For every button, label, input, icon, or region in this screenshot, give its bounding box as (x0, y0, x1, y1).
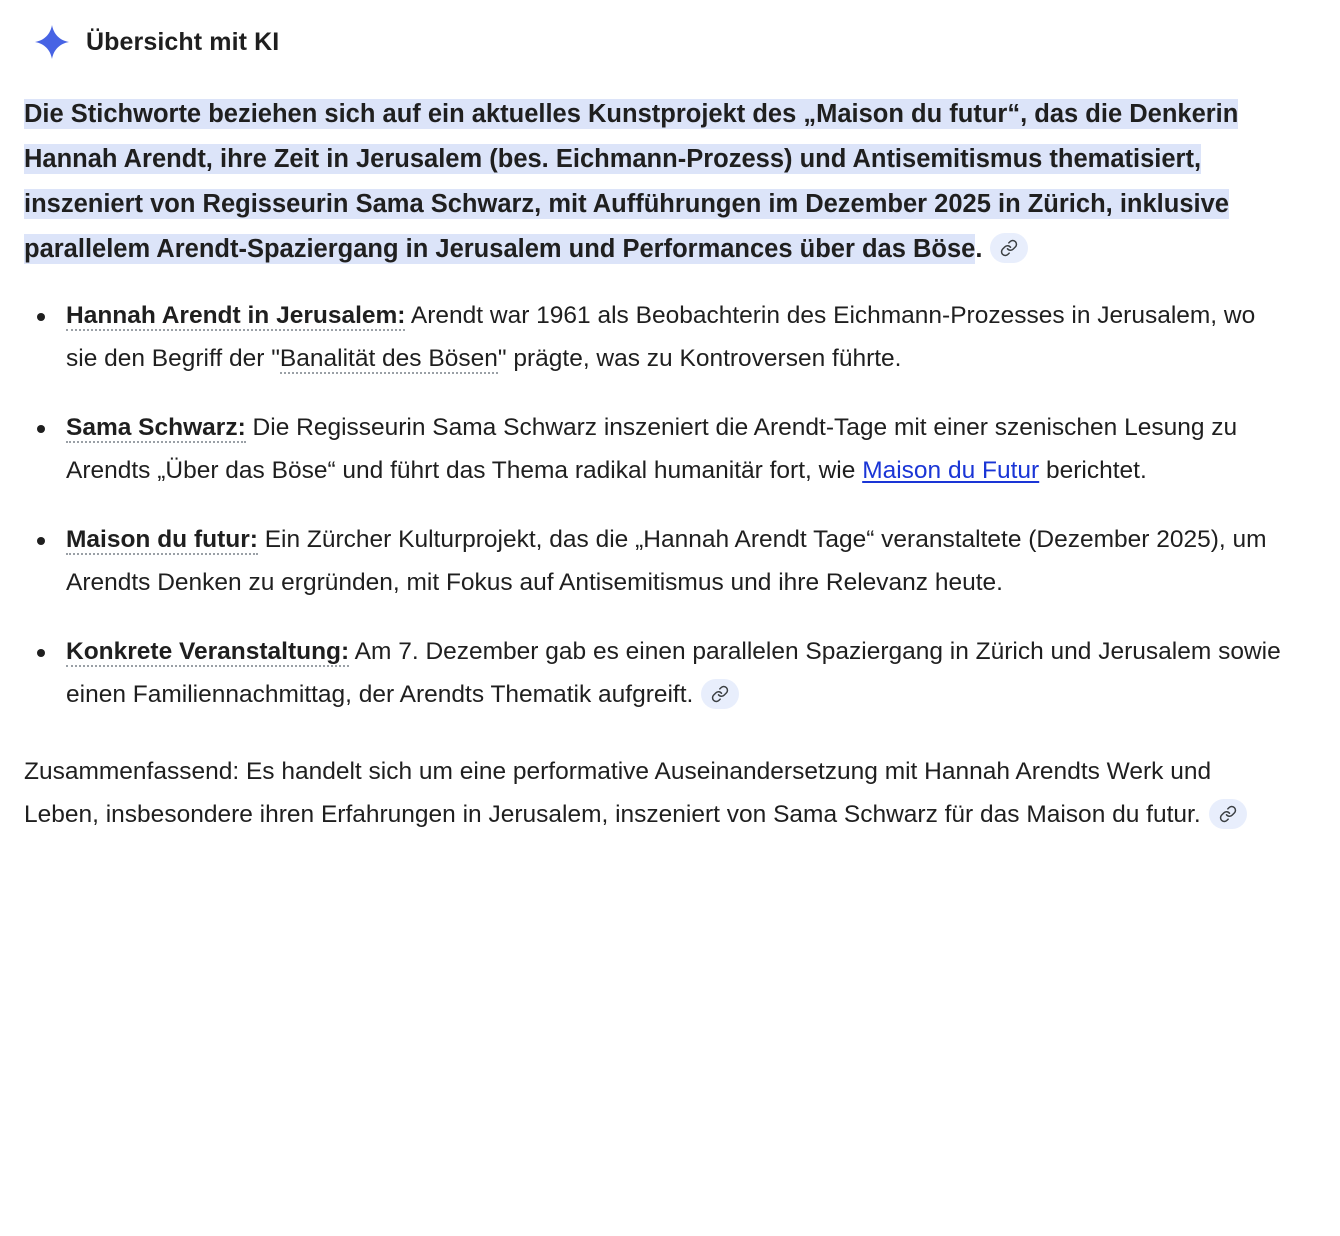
sparkle-icon (32, 22, 72, 62)
summary-tail: . (975, 235, 983, 263)
bullet-lead: Maison du futur: (66, 526, 258, 553)
link-icon[interactable] (701, 679, 739, 709)
bullet-lead: Sama Schwarz: (66, 414, 246, 441)
closing-paragraph (22, 750, 1292, 836)
bullet-list (22, 294, 1292, 716)
link-icon[interactable] (990, 233, 1028, 263)
summary-highlighted-text: Die Stichworte beziehen sich auf ein aktuelles Kunstprojekt des „Maison du futur“, das die Denkerin Hannah Arendt, ihre Zeit in Jerusalem (bes. Eichmann-Prozess) und Antisemitismus thematisiert, inszeniert von Regisseurin Sama Schwarz, mit Aufführungen im Dezember 2025 in Zürich, inklusive parallelem Arendt-Spaziergang in Jerusalem und Performances über das Böse (24, 100, 1239, 263)
bullet-lead: Hannah Arendt in Jerusalem: (66, 302, 406, 329)
bullet-text-part-2: berichtet. (1039, 457, 1147, 484)
ai-overview-header (32, 22, 1292, 62)
bullet-text-part-1: Arendt war 1961 als Beobachterin des Eichmann-Prozesses in Jerusalem, wo sie den Begriff der " (66, 302, 1256, 372)
bullet-text-part-1: Die Regisseurin Sama Schwarz inszeniert die Arendt-Tage mit einer szenischen Lesung zu Arendts „Über das Böse“ und führt das Thema radikal humanitär fort, wie (66, 414, 1238, 484)
list-item (22, 294, 1292, 380)
list-item (22, 518, 1292, 604)
bullet-text-part-2: " prägte, was zu Kontroversen führte. (497, 345, 902, 372)
bullet-lead: Konkrete Veranstaltung: (66, 638, 350, 665)
maison-du-futur-link[interactable]: Maison du Futur (862, 457, 1040, 484)
closing-text: Zusammenfassend: Es handelt sich um eine performative Auseinandersetzung mit Hannah Arendts Werk und Leben, insbesondere ihren Erfahrungen in Jerusalem, inszeniert von Sama Schwarz für das Maison du futur. (24, 758, 1212, 828)
ai-overview-title: Übersicht mit KI (86, 27, 280, 56)
bullet-text-part-1: Am 7. Dezember gab es einen parallelen Spaziergang in Zürich und Jerusalem sowie einen Familiennachmittag, der Arendts Thematik aufgreift. (66, 638, 1281, 708)
bullet-text-part-1: Ein Zürcher Kulturprojekt, das die „Hannah Arendt Tage“ veranstaltete (Dezember 2025), um Arendts Denken zu ergründen, mit Fokus auf Antisemitismus und ihre Relevanz heute. (66, 526, 1267, 596)
bullet-quoted-term: Banalität des Bösen (279, 345, 498, 372)
list-item (22, 630, 1292, 716)
link-icon[interactable] (1209, 799, 1247, 829)
list-item (22, 406, 1292, 492)
summary-paragraph (22, 92, 1292, 272)
